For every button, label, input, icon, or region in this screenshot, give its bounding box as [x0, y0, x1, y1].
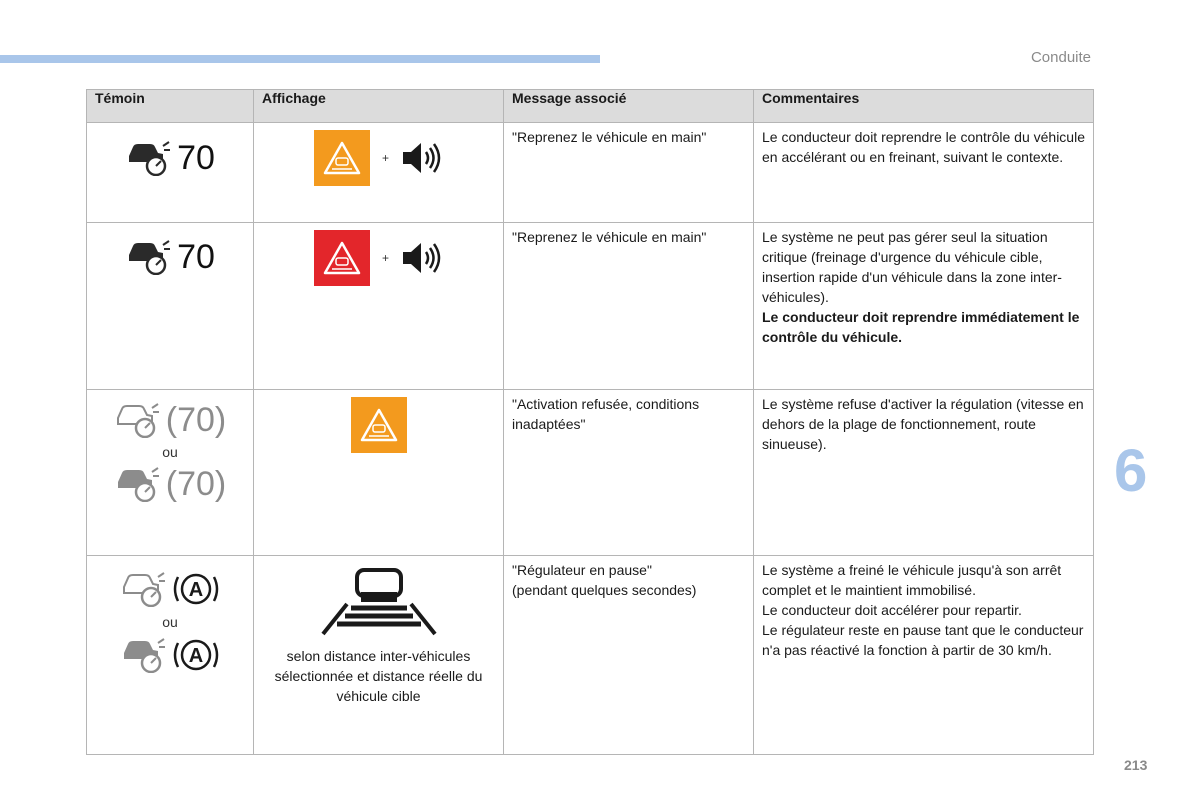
speed-value: 70: [177, 238, 215, 276]
speed-value: 70: [177, 401, 215, 439]
car-speedometer-grey-icon: [120, 637, 166, 673]
page-number: 213: [1124, 757, 1148, 773]
plus-sign: +: [381, 151, 389, 165]
comment-text: Le système refuse d'activer la régulation (vitesse en dehors de la plage de fonctionnement, route sinueuse).: [762, 396, 1084, 452]
comment-cell: [754, 223, 1094, 390]
car-speedometer-icon: [125, 140, 171, 176]
comment-cell: [754, 556, 1094, 755]
or-label: ou: [162, 614, 178, 630]
table-row: [87, 556, 1094, 755]
plus-sign: +: [381, 251, 389, 265]
auto-letter: A: [188, 645, 204, 667]
auto-a-icon: [172, 570, 220, 608]
orange-warning-triangle-icon: [351, 397, 407, 453]
speed-value: 70: [177, 465, 215, 503]
red-warning-triangle-icon: [314, 230, 370, 286]
comment-cell: [754, 390, 1094, 556]
speed-limit-ring: (70): [165, 465, 227, 503]
comment-text: Le système a freiné le véhicule jusqu'à son arrêt complet et le maintient immobilisé.: [762, 562, 1062, 598]
temoin-cell: [87, 123, 254, 223]
chapter-number: 6: [1114, 437, 1148, 504]
affichage-cell: [254, 123, 504, 223]
auto-a-icon: [172, 636, 220, 674]
temoin-cell: [87, 390, 254, 556]
speaker-icon: [401, 141, 443, 175]
auto-letter: A: [188, 579, 204, 601]
comment-cell: [754, 123, 1094, 223]
table-header-row: [87, 90, 1094, 123]
speed-limit-ring: (70): [165, 401, 227, 439]
message-cell: "Reprenez le véhicule en main": [504, 223, 754, 390]
speed-value: 70: [177, 139, 215, 177]
table-row: [87, 123, 1094, 223]
header-affichage: Affichage: [254, 90, 504, 123]
table-row: [87, 223, 1094, 390]
car-speedometer-outline-icon: [120, 571, 166, 607]
orange-warning-triangle-icon: [314, 130, 370, 186]
message-cell: [504, 556, 754, 755]
speaker-icon: [401, 241, 443, 275]
header-message: Message associé: [504, 90, 754, 123]
car-speedometer-grey-icon: [114, 466, 160, 502]
comment-text: Le régulateur reste en pause tant que le conducteur n'a pas réactivé la fonction à partir de 30 km/h.: [762, 622, 1084, 658]
message-text: "Régulateur en pause": [512, 562, 652, 578]
affichage-cell: [254, 390, 504, 556]
distance-caption: selon distance inter-véhicules sélectionnée et distance réelle du véhicule cible: [274, 648, 483, 704]
car-speedometer-outline-icon: [114, 402, 160, 438]
warning-table: [86, 89, 1094, 755]
comment-text: Le conducteur doit reprendre le contrôle du véhicule en accélérant ou en freinant, suivant le contexte.: [762, 129, 1085, 165]
car-speedometer-icon: [125, 239, 171, 275]
section-title: Conduite: [1030, 49, 1091, 66]
header-commentaires: Commentaires: [754, 90, 1094, 123]
message-cell: "Activation refusée, conditions inadaptées": [504, 390, 754, 556]
affichage-cell: [254, 223, 504, 390]
comment-text: Le système ne peut pas gérer seul la situation critique (freinage d'urgence du véhicule cible, insertion rapide d'un véhicule dans la zone inter-véhicules).: [762, 229, 1062, 305]
accent-bar: [0, 55, 600, 63]
temoin-cell: [87, 223, 254, 390]
header-temoin: Témoin: [87, 90, 254, 123]
comment-text: Le conducteur doit accélérer pour repartir.: [762, 602, 1022, 618]
affichage-cell: [254, 556, 504, 755]
table-row: [87, 390, 1094, 556]
car-distance-icon: [317, 564, 441, 636]
comment-bold-text: Le conducteur doit reprendre immédiatement le contrôle du véhicule.: [762, 309, 1080, 345]
message-cell: "Reprenez le véhicule en main": [504, 123, 754, 223]
temoin-cell: [87, 556, 254, 755]
or-label: ou: [162, 444, 178, 460]
message-text: (pendant quelques secondes): [512, 582, 697, 598]
